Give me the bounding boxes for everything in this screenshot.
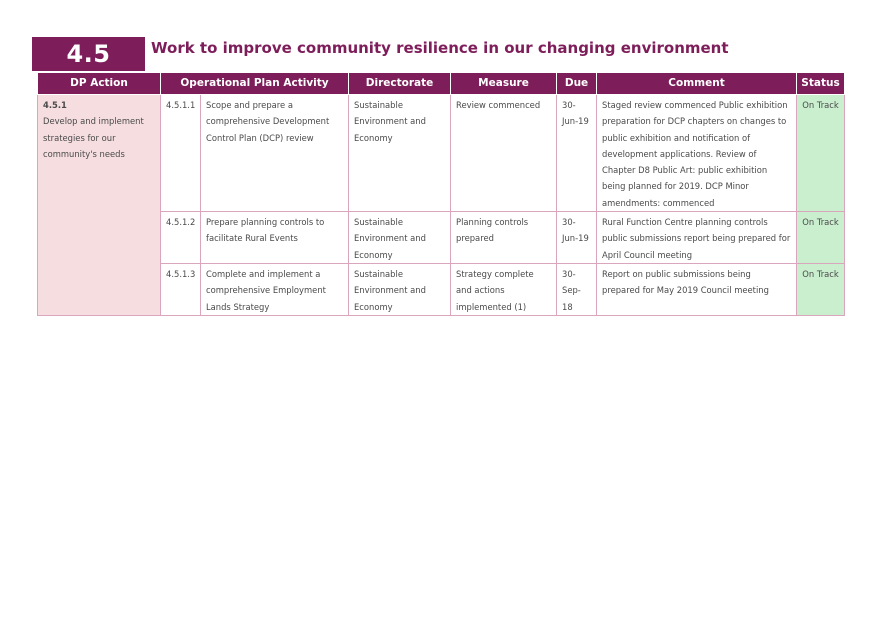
header-comment: Comment <box>597 73 797 95</box>
measure-cell: Strategy complete and actions implemented (1) <box>451 263 557 315</box>
comment-cell: Rural Function Centre planning controls public submissions report being prepared for April Council meeting <box>597 212 797 264</box>
status-badge: On Track <box>802 100 839 110</box>
header-measure: Measure <box>451 73 557 95</box>
table-header-row <box>38 73 845 95</box>
dp-action-text: Develop and implement strategies for our community's needs <box>43 116 144 159</box>
section-number: 4.5 <box>32 37 145 71</box>
directorate-cell: Sustainable Environment and Economy <box>349 212 451 264</box>
dp-action-cell <box>38 95 161 316</box>
header-directorate: Directorate <box>349 73 451 95</box>
status-cell <box>797 263 845 315</box>
activity-text: Prepare planning controls to facilitate Rural Events <box>201 212 349 264</box>
header-due: Due <box>557 73 597 95</box>
section-title: Work to improve community resilience in our changing environment <box>151 39 729 57</box>
activity-text: Complete and implement a comprehensive Employment Lands Strategy <box>201 263 349 315</box>
activity-text: Scope and prepare a comprehensive Development Control Plan (DCP) review <box>201 95 349 212</box>
operational-plan-table <box>37 72 845 316</box>
activity-code: 4.5.1.1 <box>161 95 201 212</box>
header-status: Status <box>797 73 845 95</box>
due-cell: 30-Jun-19 <box>557 212 597 264</box>
comment-cell: Staged review commenced Public exhibition preparation for DCP chapters on changes to public exhibition and notification of development applications. Review of Chapter D8 Public Art: public exhibition being planned for 2019. DCP Minor amendments: commenced <box>597 95 797 212</box>
directorate-cell: Sustainable Environment and Economy <box>349 95 451 212</box>
measure-cell: Review commenced <box>451 95 557 212</box>
activity-code: 4.5.1.3 <box>161 263 201 315</box>
comment-cell: Report on public submissions being prepared for May 2019 Council meeting <box>597 263 797 315</box>
status-cell <box>797 212 845 264</box>
header-activity: Operational Plan Activity <box>161 73 349 95</box>
status-badge: On Track <box>802 217 839 228</box>
dp-action-number: 4.5.1 <box>43 100 67 110</box>
due-cell: 30-Jun-19 <box>557 95 597 212</box>
table-row <box>38 95 845 212</box>
status-cell <box>797 95 845 212</box>
status-badge: On Track <box>802 268 839 279</box>
header-dp-action: DP Action <box>38 73 161 95</box>
activity-code: 4.5.1.2 <box>161 212 201 264</box>
due-cell: 30-Sep-18 <box>557 263 597 315</box>
directorate-cell: Sustainable Environment and Economy <box>349 263 451 315</box>
measure-cell: Planning controls prepared <box>451 212 557 264</box>
